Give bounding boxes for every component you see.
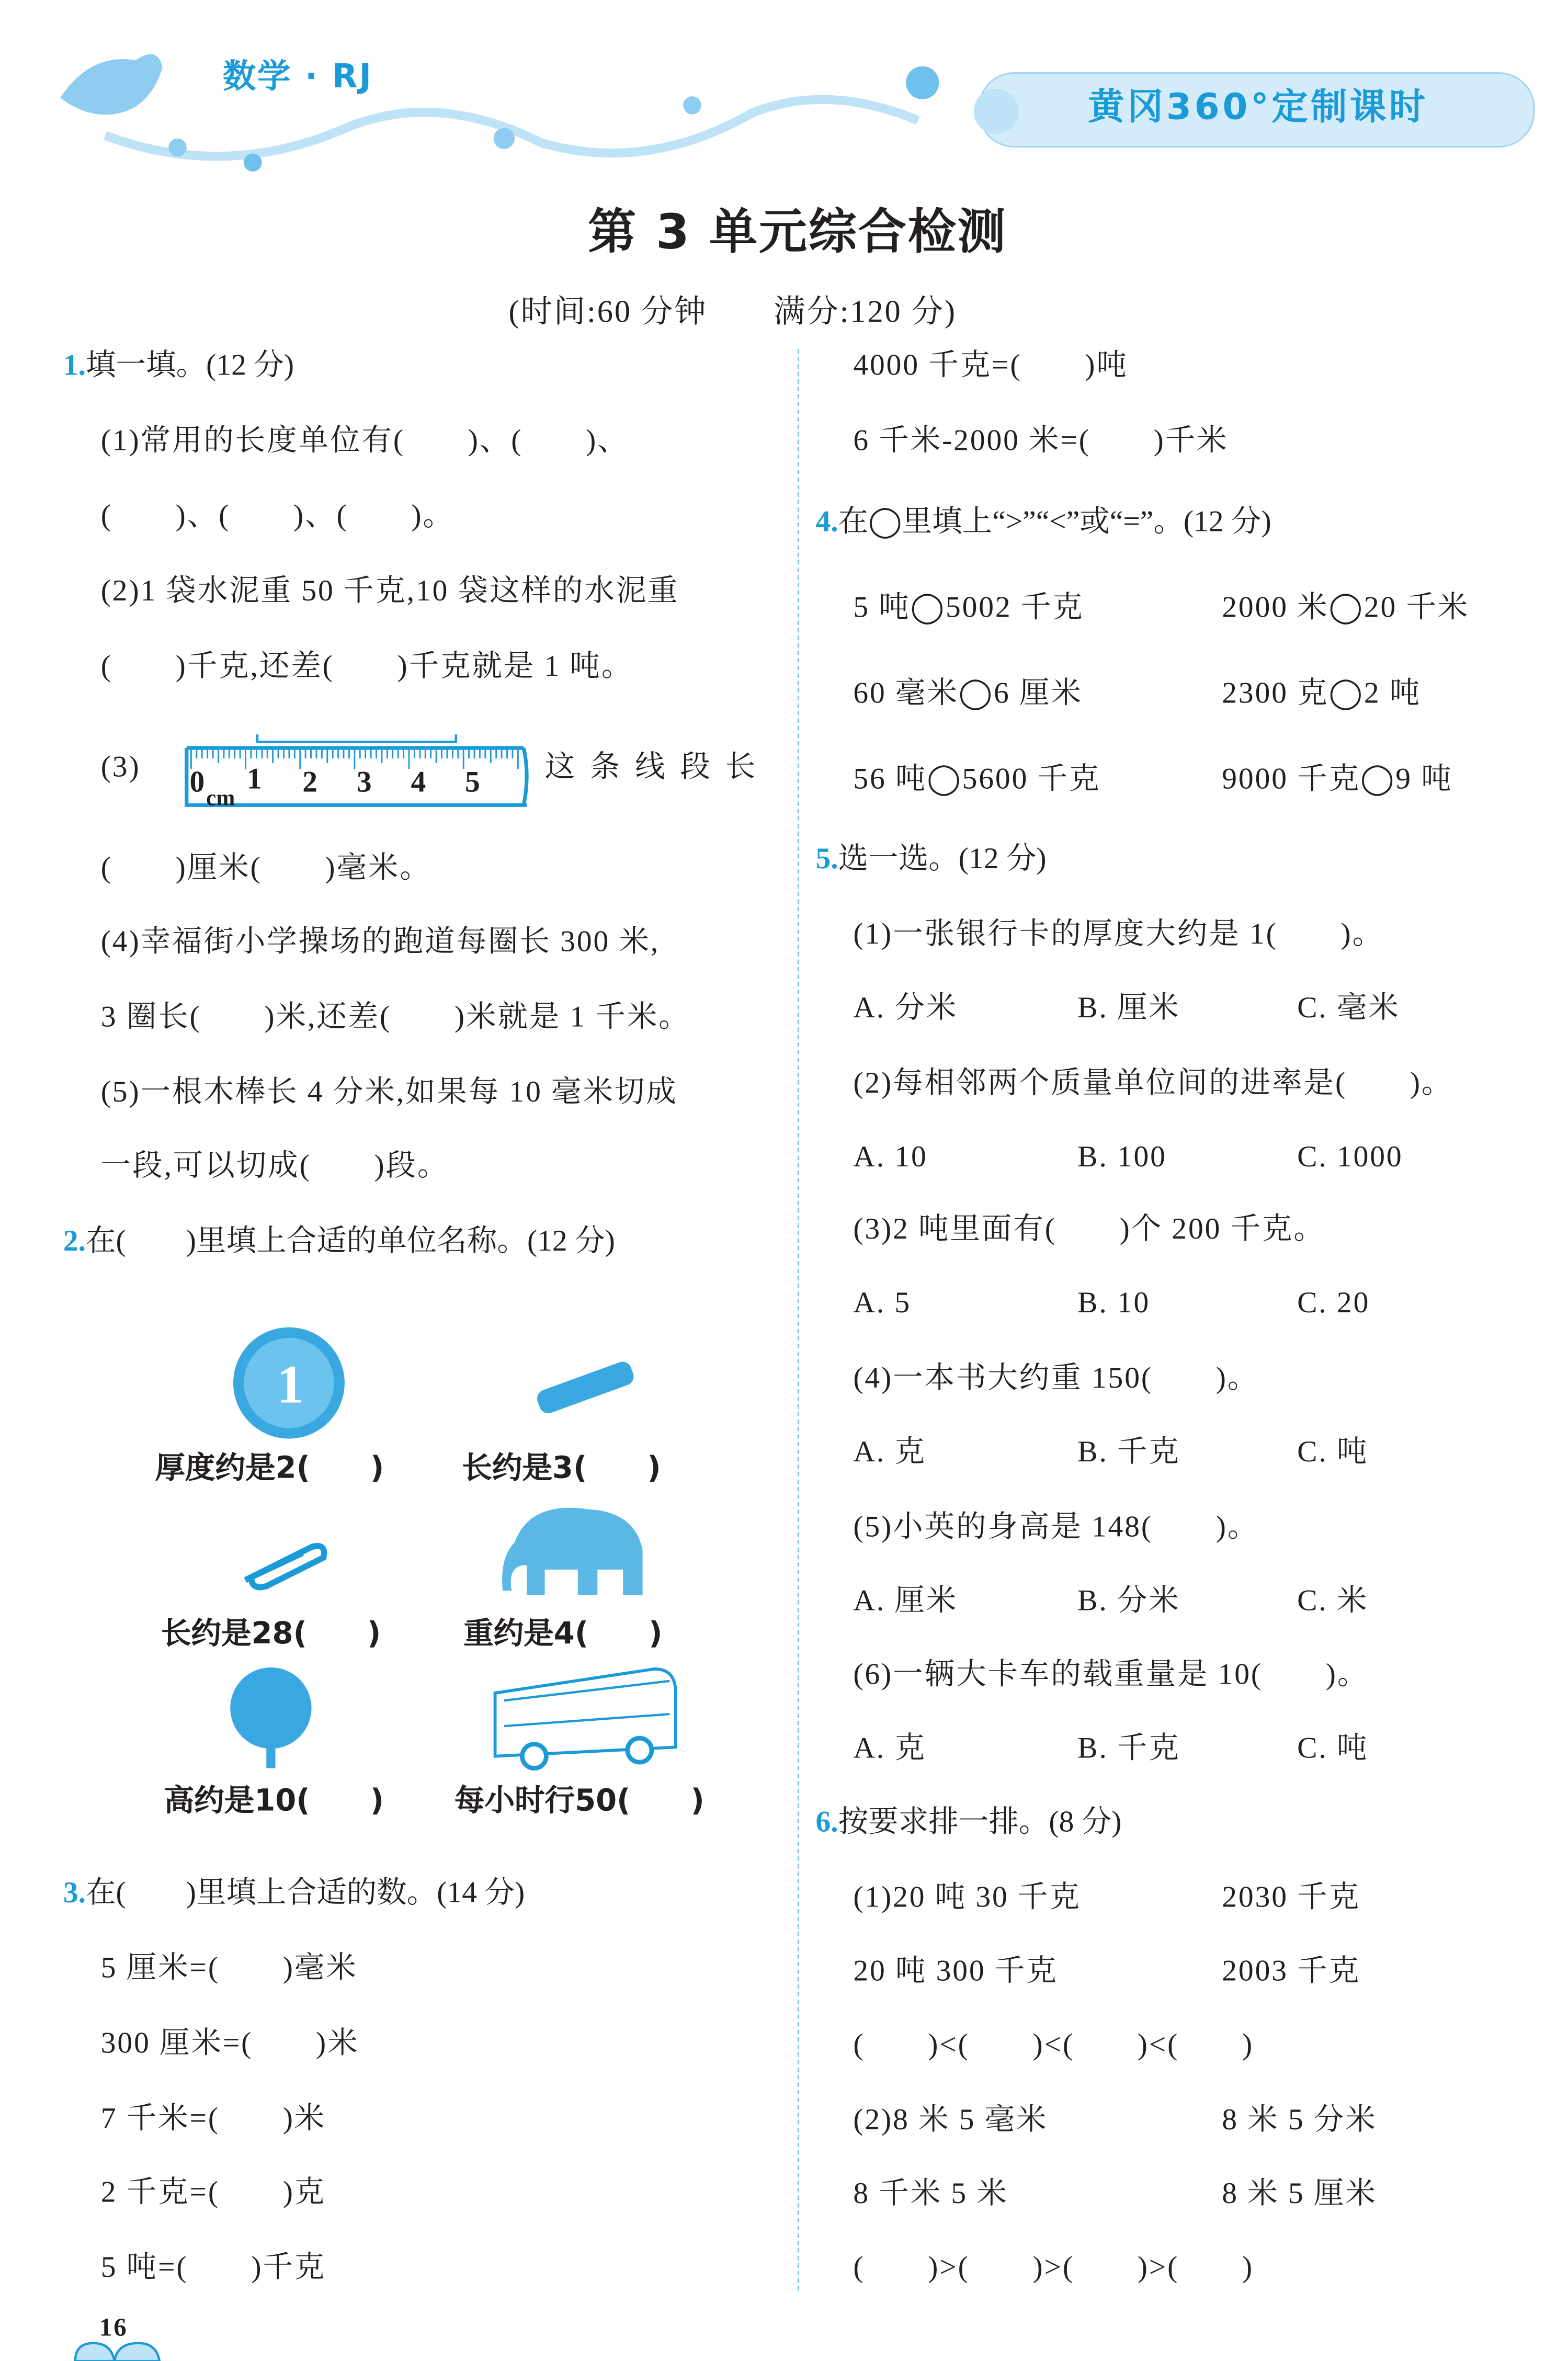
q1-line: (1)常用的长度单位有( )、( )、 — [100, 424, 629, 458]
q6-item: 2003 千克 — [1222, 1955, 1360, 1988]
badge-circle — [974, 89, 1019, 134]
ruler-tick-label: 5 — [465, 765, 480, 799]
q3-line: 6 千米-2000 米=( )千米 — [853, 424, 1229, 458]
q3-line: 2 千克=( )克 — [100, 2176, 326, 2209]
q6-heading — [815, 1804, 1121, 1841]
ruler-tick-label: 1 — [246, 762, 262, 796]
q5-option: C. 1000 — [1297, 1140, 1403, 1174]
q5-question: (1)一张银行卡的厚度大约是 1( )。 — [853, 918, 1384, 951]
q2-item-coin: 厚度约是2( ) — [155, 1449, 384, 1485]
q6-item: (1)20 吨 30 千克 — [853, 1881, 1081, 1914]
q1-p3-text: 这条线段长 — [544, 751, 771, 785]
q2-item-harmonica: 长约是3( ) — [462, 1449, 661, 1485]
q4-item: 56 吨◯5600 千克 — [853, 763, 1101, 797]
series-badge — [978, 72, 1535, 147]
q5-option: C. 吨 — [1297, 1435, 1369, 1469]
q5-option: B. 100 — [1077, 1140, 1167, 1174]
harmonica-icon — [530, 1352, 638, 1427]
q2-item-tree: 高约是10( ) — [164, 1781, 384, 1818]
svg-text:1: 1 — [277, 1355, 304, 1415]
ruler-unit: cm — [206, 786, 235, 811]
q3-line: 5 厘米=( )毫米 — [100, 1951, 358, 1985]
q1-line: (5)一根木棒长 4 分米,如果每 10 毫米切成 — [100, 1076, 678, 1109]
q6-item: 8 千米 5 米 — [853, 2177, 1008, 2211]
q1-heading — [63, 348, 294, 384]
page-title: 第 3 单元综合检测 — [588, 203, 1007, 260]
q5-option: C. 米 — [1297, 1584, 1369, 1618]
q5-option: A. 厘米 — [853, 1584, 958, 1618]
page-number: 16 — [99, 2313, 128, 2342]
q4-item: 5 吨◯5002 千克 — [853, 591, 1084, 625]
ruler-figure — [180, 722, 536, 813]
exam-info: (时间:60 分钟 满分:120 分) — [508, 293, 957, 330]
paperclip-icon — [233, 1535, 331, 1592]
q5-option: A. 10 — [853, 1140, 928, 1174]
q5-option: C. 毫米 — [1297, 992, 1400, 1025]
q5-title: 选一选。(12 分) — [838, 843, 1047, 876]
q5-question: (5)小英的身高是 148( )。 — [853, 1511, 1259, 1545]
q5-option: B. 千克 — [1077, 1435, 1180, 1469]
q6-answer: ( )<( )<( )<( ) — [853, 2028, 1254, 2062]
q5-option: C. 20 — [1297, 1287, 1370, 1320]
q1-line: (4)幸福街小学操场的跑道每圈长 300 米, — [100, 925, 660, 959]
ruler-tick-label: 4 — [411, 765, 426, 799]
q3-line: 5 吨=( )千克 — [100, 2251, 326, 2285]
q5-option: A. 克 — [853, 1732, 926, 1765]
q5-option: A. 5 — [853, 1287, 912, 1320]
q3-line: 4000 千克=( )吨 — [853, 349, 1128, 382]
q5-question: (2)每相邻两个质量单位间的进率是( )。 — [853, 1066, 1453, 1100]
subject-label: 数学 · RJ — [222, 59, 373, 97]
ruler-tick-label: 3 — [356, 765, 372, 799]
q2-number: 2. — [63, 1225, 86, 1258]
q5-option: B. 10 — [1077, 1287, 1151, 1320]
q2-heading — [63, 1223, 615, 1259]
q4-heading — [815, 504, 1271, 540]
q5-number: 5. — [815, 843, 838, 876]
q1-p3-answer: ( )厘米( )毫米。 — [100, 852, 431, 885]
series-label: 黄冈360°定制课时 — [1088, 86, 1428, 128]
q2-item-elephant: 重约是4( ) — [463, 1615, 663, 1651]
q2-item-bus: 每小时行50( ) — [454, 1781, 705, 1818]
q3-line: 7 千米=( )米 — [100, 2102, 326, 2136]
q1-line: 3 圈长( )米,还差( )米就是 1 千米。 — [100, 1001, 690, 1034]
elephant-icon — [499, 1497, 650, 1603]
book-icon — [72, 2340, 163, 2361]
column-divider — [798, 349, 799, 2291]
ruler-tick-label: 0 — [189, 765, 205, 799]
q6-item: 20 吨 300 千克 — [853, 1955, 1058, 1988]
q5-option: B. 千克 — [1077, 1732, 1180, 1765]
header-decoration — [45, 45, 978, 180]
q1-line: ( )千克,还差( )千克就是 1 吨。 — [100, 650, 633, 684]
q4-item: 2300 克◯2 吨 — [1222, 677, 1422, 711]
ruler-tick-label: 2 — [302, 765, 318, 799]
q6-number: 6. — [815, 1806, 838, 1839]
q5-question: (6)一辆大卡车的载重量是 10( )。 — [853, 1658, 1369, 1692]
q5-heading — [815, 841, 1046, 877]
q6-item: 2030 千克 — [1222, 1881, 1360, 1914]
q2-title: 在( )里填上合适的单位名称。(12 分) — [86, 1225, 615, 1258]
q5-option: A. 分米 — [853, 992, 958, 1025]
q5-option: A. 克 — [853, 1435, 926, 1469]
q6-answer: ( )>( )>( )>( ) — [853, 2251, 1254, 2285]
q3-heading — [63, 1875, 525, 1911]
tree-icon — [226, 1663, 316, 1768]
q4-title: 在◯里填上“>”“<”或“=”。(12 分) — [838, 505, 1271, 539]
q5-question: (3)2 吨里面有( )个 200 千克。 — [853, 1213, 1325, 1246]
q5-option: B. 分米 — [1077, 1584, 1180, 1618]
q6-title: 按要求排一排。(8 分) — [838, 1806, 1122, 1839]
q4-item: 9000 千克◯9 吨 — [1222, 763, 1453, 797]
q1-line: 一段,可以切成( )段。 — [100, 1150, 449, 1183]
coin-icon — [229, 1324, 349, 1441]
bird-icon — [60, 54, 163, 115]
q4-item: 60 毫米◯6 厘米 — [853, 677, 1083, 711]
q1-line: ( )、( )、( )。 — [100, 500, 455, 533]
q3-line: 300 厘米=( )米 — [100, 2027, 359, 2060]
q6-item: 8 米 5 厘米 — [1222, 2177, 1377, 2211]
q1-number: 1. — [63, 349, 86, 382]
q5-question: (4)一本书大约重 150( )。 — [853, 1361, 1259, 1395]
bus-icon — [489, 1663, 685, 1776]
q1-p3-label: (3) — [100, 751, 141, 785]
q5-option: B. 厘米 — [1077, 992, 1180, 1025]
q6-item: 8 米 5 分米 — [1222, 2104, 1377, 2137]
q1-title: 填一填。(12 分) — [86, 349, 294, 382]
q2-item-paperclip: 长约是28( ) — [161, 1615, 381, 1651]
q3-number: 3. — [63, 1876, 86, 1910]
q5-option: C. 吨 — [1297, 1732, 1369, 1765]
q4-number: 4. — [815, 505, 838, 539]
q3-title: 在( )里填上合适的数。(14 分) — [86, 1876, 525, 1910]
q6-item: (2)8 米 5 毫米 — [853, 2104, 1048, 2137]
q4-item: 2000 米◯20 千米 — [1222, 591, 1470, 625]
measured-segment — [257, 734, 456, 742]
q1-line: (2)1 袋水泥重 50 千克,10 袋这样的水泥重 — [100, 575, 679, 608]
